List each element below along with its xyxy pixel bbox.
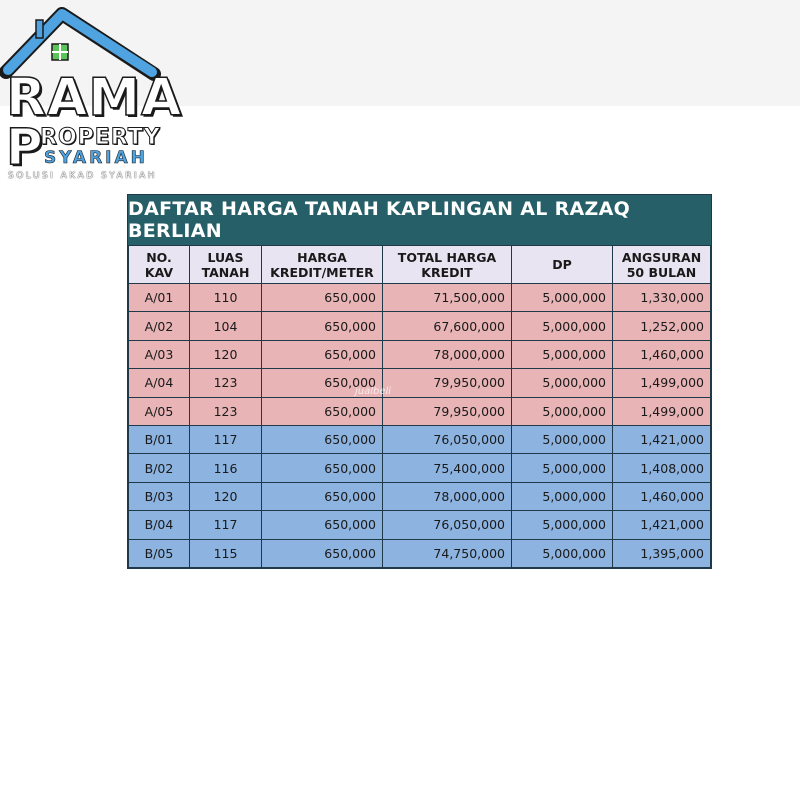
logo-property-text: ROPERTY	[40, 125, 161, 150]
cell-luas-tanah: 104	[190, 312, 262, 340]
cell-no-kav: B/03	[129, 482, 190, 510]
cell-dp: 5,000,000	[512, 397, 613, 425]
cell-total-harga-kredit: 76,050,000	[383, 511, 512, 539]
logo-tagline: SOLUSI AKAD SYARIAH	[8, 171, 158, 181]
cell-no-kav: B/01	[129, 425, 190, 453]
cell-angsuran: 1,408,000	[613, 454, 711, 482]
table-row	[129, 482, 711, 510]
cell-harga-kredit-meter: 650,000	[262, 482, 383, 510]
cell-total-harga-kredit: 71,500,000	[383, 284, 512, 312]
rama-property-logo	[0, 0, 185, 190]
cell-harga-kredit-meter: 650,000	[262, 511, 383, 539]
table-row	[129, 340, 711, 368]
cell-luas-tanah: 117	[190, 511, 262, 539]
cell-luas-tanah: 123	[190, 369, 262, 397]
cell-luas-tanah: 120	[190, 340, 262, 368]
logo-rama-text: RAMA	[6, 68, 183, 128]
cell-dp: 5,000,000	[512, 539, 613, 567]
cell-dp: 5,000,000	[512, 284, 613, 312]
cell-dp: 5,000,000	[512, 369, 613, 397]
cell-harga-kredit-meter: 650,000	[262, 284, 383, 312]
table-row	[129, 284, 711, 312]
cell-luas-tanah: 120	[190, 482, 262, 510]
cell-total-harga-kredit: 78,000,000	[383, 340, 512, 368]
cell-angsuran: 1,421,000	[613, 511, 711, 539]
cell-angsuran: 1,330,000	[613, 284, 711, 312]
cell-angsuran: 1,499,000	[613, 397, 711, 425]
cell-total-harga-kredit: 78,000,000	[383, 482, 512, 510]
cell-no-kav: B/04	[129, 511, 190, 539]
header-luas-tanah: LUAS TANAH	[190, 246, 262, 284]
cell-harga-kredit-meter: 650,000	[262, 312, 383, 340]
cell-angsuran: 1,252,000	[613, 312, 711, 340]
cell-luas-tanah: 116	[190, 454, 262, 482]
cell-harga-kredit-meter: 650,000	[262, 340, 383, 368]
header-total-harga-kredit: TOTAL HARGA KREDIT	[383, 246, 512, 284]
table-title: DAFTAR HARGA TANAH KAPLINGAN AL RAZAQ BERLIAN	[128, 195, 711, 245]
cell-dp: 5,000,000	[512, 454, 613, 482]
cell-dp: 5,000,000	[512, 340, 613, 368]
header-dp: DP	[512, 246, 613, 284]
logo-p-initial: P	[6, 118, 43, 176]
cell-angsuran: 1,499,000	[613, 369, 711, 397]
cell-luas-tanah: 123	[190, 397, 262, 425]
cell-harga-kredit-meter: 650,000	[262, 454, 383, 482]
header-no-kav: NO. KAV	[129, 246, 190, 284]
cell-dp: 5,000,000	[512, 425, 613, 453]
cell-total-harga-kredit: 79,950,000	[383, 397, 512, 425]
cell-no-kav: B/02	[129, 454, 190, 482]
cell-no-kav: A/03	[129, 340, 190, 368]
cell-angsuran: 1,460,000	[613, 482, 711, 510]
cell-total-harga-kredit: 79,950,000	[383, 369, 512, 397]
table-row	[129, 425, 711, 453]
table-row	[129, 369, 711, 397]
cell-dp: 5,000,000	[512, 482, 613, 510]
cell-dp: 5,000,000	[512, 511, 613, 539]
watermark: jualbeli	[355, 386, 392, 397]
cell-luas-tanah: 110	[190, 284, 262, 312]
cell-angsuran: 1,460,000	[613, 340, 711, 368]
table-row	[129, 539, 711, 567]
cell-total-harga-kredit: 67,600,000	[383, 312, 512, 340]
cell-total-harga-kredit: 75,400,000	[383, 454, 512, 482]
table-row	[129, 511, 711, 539]
header-angsuran-50-bulan: ANGSURAN 50 BULAN	[613, 246, 711, 284]
table-row	[129, 397, 711, 425]
cell-harga-kredit-meter: 650,000	[262, 397, 383, 425]
cell-luas-tanah: 115	[190, 539, 262, 567]
cell-no-kav: A/02	[129, 312, 190, 340]
cell-dp: 5,000,000	[512, 312, 613, 340]
logo-syariah-text: SYARIAH	[44, 148, 148, 168]
cell-no-kav: A/05	[129, 397, 190, 425]
table-row	[129, 454, 711, 482]
cell-harga-kredit-meter: 650,000	[262, 369, 383, 397]
cell-angsuran: 1,421,000	[613, 425, 711, 453]
header-harga-kredit-meter: HARGA KREDIT/METER	[262, 246, 383, 284]
cell-no-kav: B/05	[129, 539, 190, 567]
table-row	[129, 312, 711, 340]
cell-luas-tanah: 117	[190, 425, 262, 453]
cell-harga-kredit-meter: 650,000	[262, 425, 383, 453]
table-header-row	[129, 246, 711, 284]
cell-harga-kredit-meter: 650,000	[262, 539, 383, 567]
price-list-table	[127, 194, 712, 569]
cell-total-harga-kredit: 76,050,000	[383, 425, 512, 453]
cell-no-kav: A/01	[129, 284, 190, 312]
cell-no-kav: A/04	[129, 369, 190, 397]
cell-angsuran: 1,395,000	[613, 539, 711, 567]
cell-total-harga-kredit: 74,750,000	[383, 539, 512, 567]
